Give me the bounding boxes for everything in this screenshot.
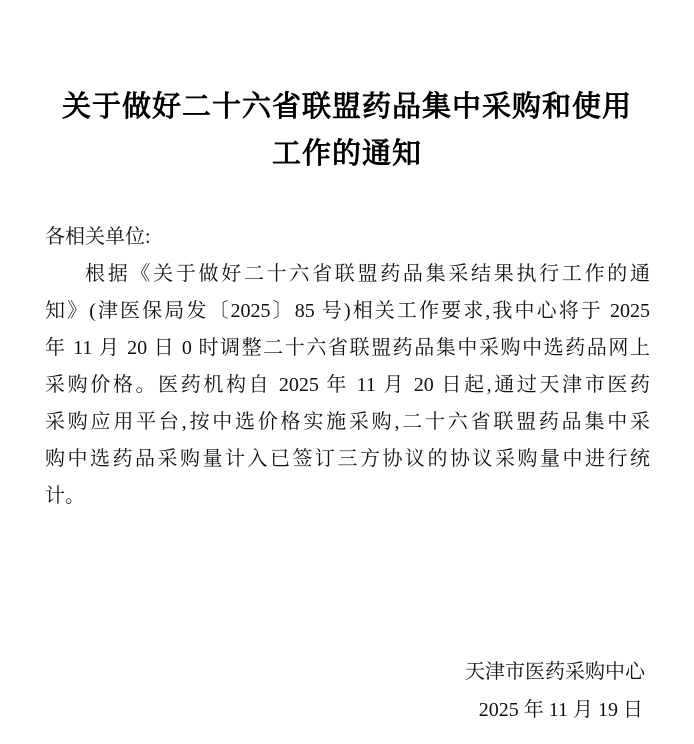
document-body — [45, 219, 650, 515]
title-line-1: 关于做好二十六省联盟药品集中采购和使用 — [61, 91, 632, 123]
signature-block — [0, 653, 645, 729]
paragraph-line: 年 11 月 20 日 0 时调整二十六省联盟药品集中采购中选药品网上 — [45, 337, 650, 359]
signature-date: 2025 年 11 月 19 日 — [478, 699, 643, 721]
paragraph-line: 采购价格。医药机构自 2025 年 11 月 20 日起,通过天津市医药 — [45, 374, 650, 396]
paragraph-line: 采购应用平台,按中选价格实施采购,二十六省联盟药品集中采 — [45, 411, 650, 433]
document-title — [32, 84, 662, 178]
paragraph-line: 计。 — [45, 485, 85, 507]
paragraph-line: 知》(津医保局发〔2025〕85 号)相关工作要求,我中心将于 2025 — [45, 300, 650, 322]
salutation: 各相关单位: — [45, 226, 151, 248]
title-line-2: 工作的通知 — [271, 138, 422, 170]
main-paragraph — [45, 256, 650, 515]
paragraph-line: 根据《关于做好二十六省联盟药品集采结果执行工作的通 — [85, 263, 650, 285]
paragraph-line: 购中选药品采购量计入已签订三方协议的协议采购量中进行统 — [45, 448, 650, 470]
signature-org: 天津市医药采购中心 — [465, 661, 645, 683]
